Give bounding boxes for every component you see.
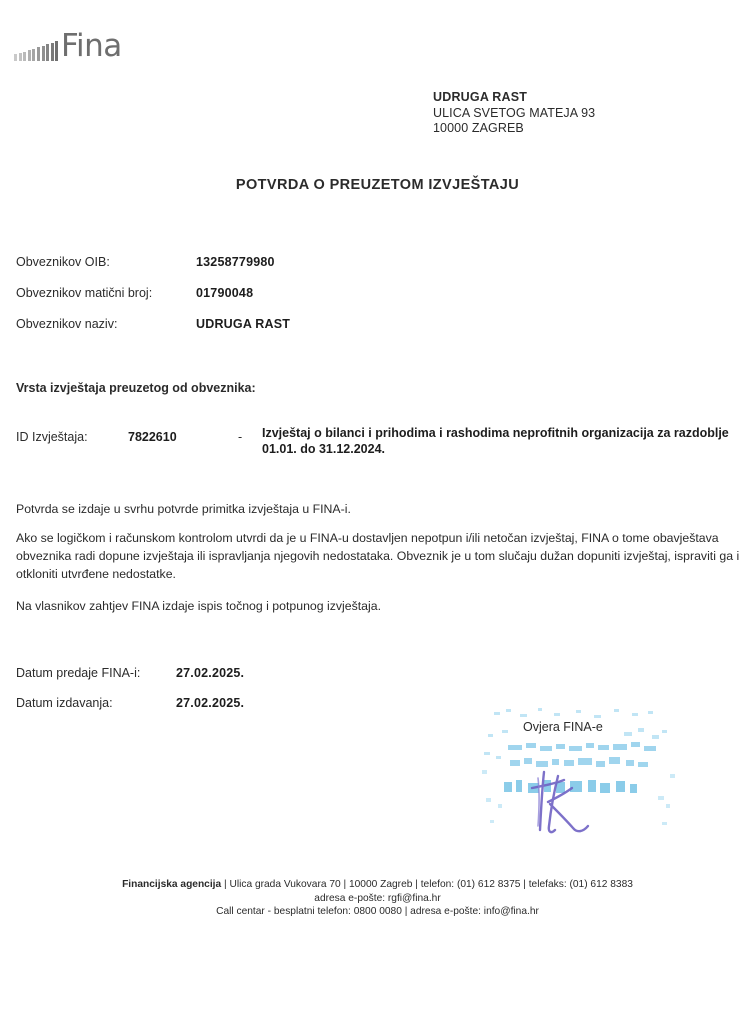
certification-label: Ovjera FINA-e [523, 720, 603, 734]
recipient-name: UDRUGA RAST [433, 90, 528, 104]
date-value-issue: 27.02.2025. [176, 696, 245, 710]
page-title: POTVRDA O PREUZETOM IZVJEŠTAJU [235, 177, 520, 193]
date-row-submission [16, 666, 244, 696]
field-value-maticni-broj: 01790048 [196, 286, 254, 300]
report-id-value: 7822610 [128, 430, 177, 444]
obligor-fields [16, 255, 516, 348]
recipient-city: 10000 ZAGREB [433, 121, 524, 135]
fina-logo [14, 28, 122, 64]
report-description: Izvještaj o bilanci i prihodima i rashodima neprofitnih organizacija za razdoblje 01.01. do 31.12.2024. [262, 426, 729, 456]
field-label-oib: Obveznikov OIB: [16, 255, 110, 269]
recipient-address [433, 90, 595, 137]
footer-line-3: Call centar - besplatni telefon: 0800 0080 | adresa e-pošte: info@fina.hr [216, 906, 539, 917]
date-value-submission: 27.02.2025. [176, 666, 245, 680]
footer-contact-line: | Ulica grada Vukovara 70 | 10000 Zagreb | telefon: (01) 612 8375 | telefaks: (01) 612 8383 [221, 879, 633, 890]
logo-wordmark: Fina [60, 28, 122, 64]
paragraph-control-notice: Ako se logičkom i računskom kontrolom utvrdi da je u FINA-u dostavljen nepotpun i/ili netočan izvještaj, FINA o tome obavještava obveznika radi dopune izvještaja ili ispravljanja njegovih nedostataka. Obveznik je u tom slučaju dužan dopuniti izvještaj, ispraviti ga i otkloniti utvrđene nedostatke. [16, 531, 740, 581]
date-row-issue [16, 696, 244, 726]
paragraph-owner-request: Na vlasnikov zahtjev FINA izdaje ispis točnog i potpunog izvještaja. [16, 599, 381, 613]
field-row-oib [16, 255, 516, 286]
date-label-submission: Datum predaje FINA-i: [16, 666, 141, 680]
signature-icon [518, 768, 628, 838]
certification-area [480, 700, 680, 845]
field-value-oib: 13258779980 [196, 255, 275, 269]
report-id-label: ID Izvještaja: [16, 430, 88, 444]
field-label-maticni-broj: Obveznikov matični broj: [16, 286, 153, 300]
paragraph-purpose: Potvrda se izdaje u svrhu potvrde primitka izvještaja u FINA-i. [16, 502, 351, 516]
report-row [16, 425, 755, 457]
field-label-naziv: Obveznikov naziv: [16, 317, 118, 331]
footer-org-name: Financijska agencija [122, 879, 222, 890]
recipient-street: ULICA SVETOG MATEJA 93 [433, 105, 596, 120]
field-row-maticni-broj [16, 286, 516, 317]
field-row-naziv [16, 317, 516, 348]
field-value-naziv: UDRUGA RAST [196, 317, 291, 331]
date-label-issue: Datum izdavanja: [16, 696, 113, 710]
report-separator: - [238, 430, 243, 444]
report-section-heading: Vrsta izvještaja preuzetog od obveznika: [16, 381, 256, 395]
dates-block [16, 666, 244, 726]
page-footer [0, 878, 755, 919]
footer-line-1 [0, 878, 755, 892]
footer-line-2: adresa e-pošte: rgfi@fina.hr [314, 892, 441, 904]
logo-bars-icon [14, 39, 60, 61]
